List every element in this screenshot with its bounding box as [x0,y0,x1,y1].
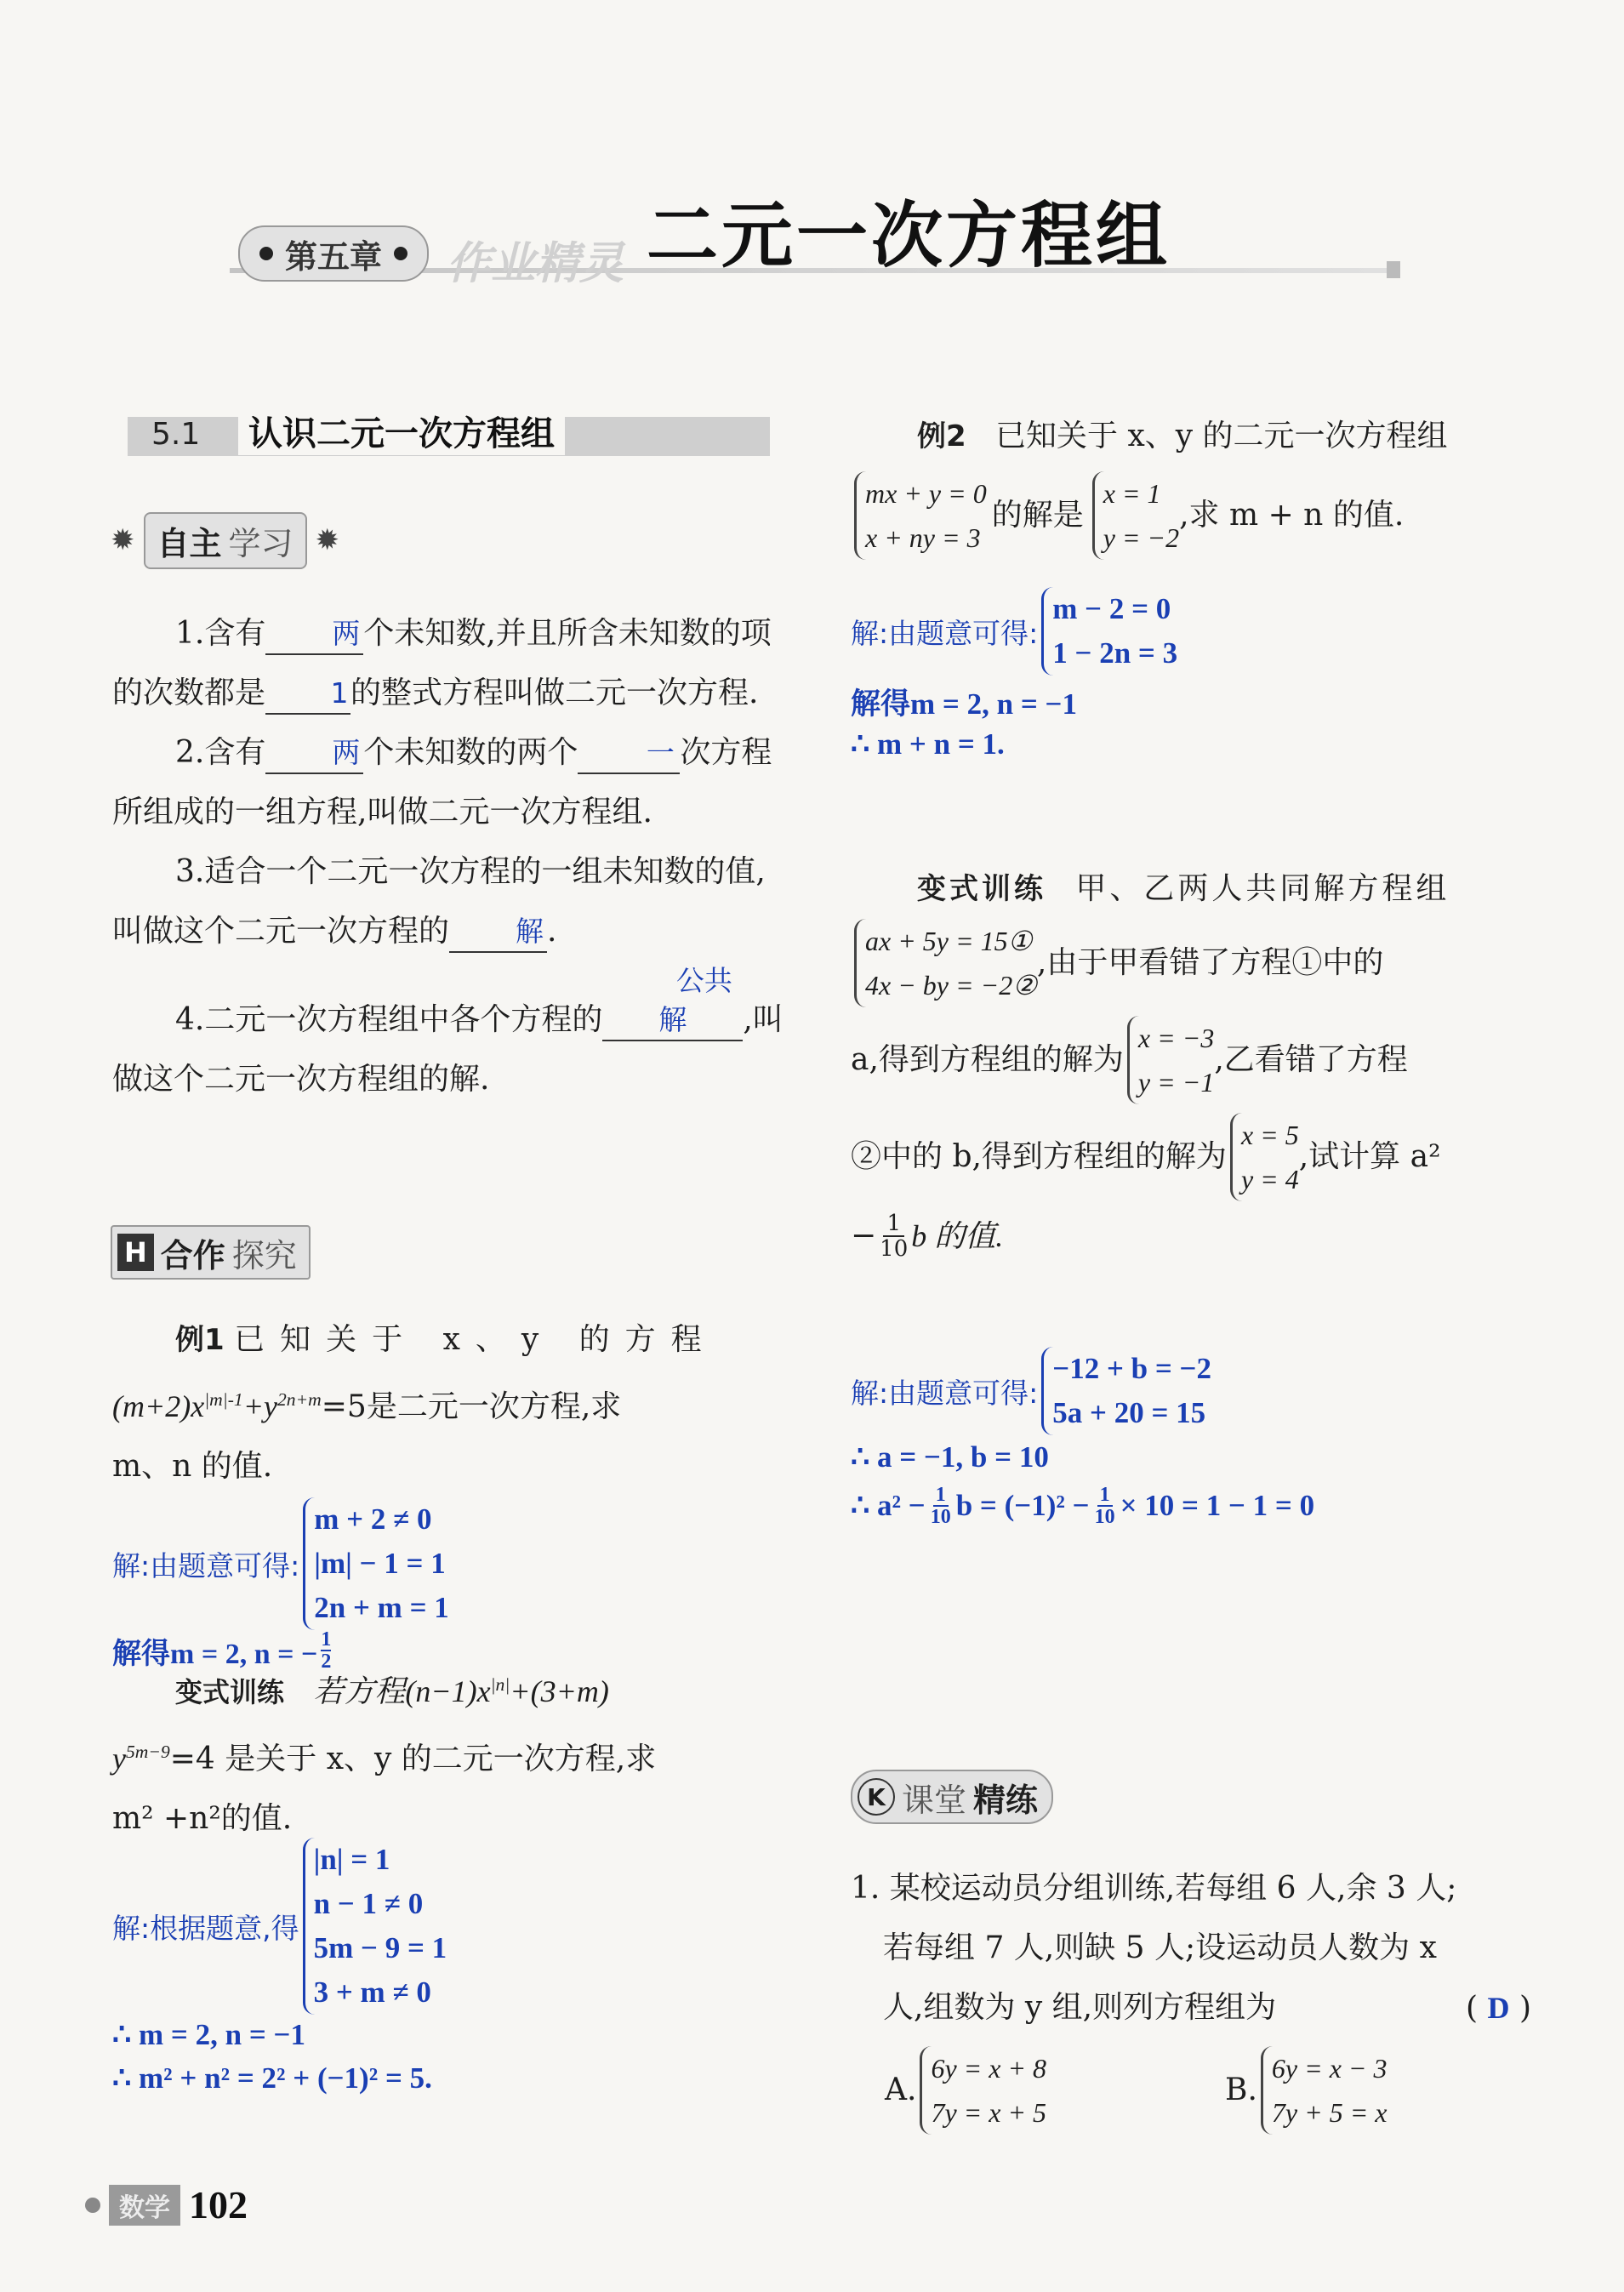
variant2-line [851,1206,1531,1266]
subject-label: 数学 [109,2185,180,2226]
fill-blank: 公共解 [602,961,743,1041]
frac-den: 10 [930,1506,951,1528]
variant1 [112,1655,784,1849]
item-text: 次方程所组成的一组方程,叫做二元一次方程组. [112,735,772,830]
variant1-line [112,1722,784,1789]
equation: y = 4 [1240,1164,1299,1194]
solution-label: 解:由题意可得: [112,1548,300,1582]
item-text: 4.二元一次方程组中各个方程的 [175,1002,603,1037]
variant2-line1: ∴ a = −1, b = 10 [851,1440,1049,1474]
variant1-line: m² +n²的值. [112,1801,293,1836]
variant1-line [112,1655,784,1722]
variant-text: − [851,1218,877,1253]
option-system [1261,2046,1388,2135]
equation: mx + y = 0 [865,478,987,509]
equation: 5m − 9 = 1 [313,1931,447,1964]
variant1-solution [112,1838,447,2015]
example2 [851,407,1531,560]
variant-text: b 的值. [911,1219,1004,1253]
math-text: ∴ a² − [851,1489,926,1522]
fill-blank: 两 [265,733,363,774]
equation: m − 2 = 0 [1052,592,1171,625]
equation: y = −2 [1103,522,1180,553]
question-line [851,1978,1531,2038]
example1-line [112,1310,784,1370]
equation: x + ny = 3 [865,522,981,553]
example-text: 已知关于 x、y 的方程 [234,1322,717,1357]
given-system [854,919,1037,1007]
item-text: 2.含有 [175,735,266,770]
variant2-solution [851,1347,1211,1435]
frac-den: 10 [1094,1506,1115,1528]
variant-text: ,试计算 a² [1298,1139,1441,1174]
header-end-block [1387,261,1400,278]
item-text: 3.适合一个二元一次方程的一组未知数的值,叫做这个二元一次方程的 [112,854,766,949]
example2-line1: 解得m = 2, n = −1 [851,687,1077,721]
variant-text: 甲、乙两人共同解方程组 [1075,871,1450,906]
equation: |m| − 1 = 1 [314,1547,446,1580]
equation: n − 1 ≠ 0 [313,1887,424,1920]
equation: y = −1 [1137,1067,1215,1098]
section-number: 5.1 [151,417,201,452]
variant2-line [851,1113,1531,1201]
solution-label: 解:由题意可得: [851,616,1039,650]
item-text: ,叫做这个二元一次方程组的解. [112,1002,784,1097]
footer-dot-icon [85,2198,100,2213]
variant-text: ,由于甲看错了方程①中的 [1036,945,1384,980]
heading-main: 课堂 [902,1781,967,1819]
variant-text: ,乙看错了方程 [1214,1042,1408,1077]
math-text: 若方程(n−1)x [313,1674,491,1708]
question-line: 若每组 7 人,则缺 5 人;设运动员人数为 x [883,1930,1437,1965]
given-solution [1230,1113,1299,1201]
answer-bracket: ( D ) [1466,1991,1531,2026]
equation: ax + 5y = 15① [865,926,1033,956]
item-text: 的整式方程叫做二元一次方程. [350,676,759,710]
given-system [854,471,987,560]
chapter-label-box [238,225,429,282]
list-item [112,604,784,723]
page-number: 102 [189,2183,248,2226]
math-text: (m+2)x [112,1389,205,1423]
variant1-line1: ∴ m = 2, n = −1 [112,2018,305,2051]
answer: D [1487,1991,1510,2025]
starburst-icon: ✹ [111,523,135,557]
list-item [112,961,784,1109]
equation: m + 2 ≠ 0 [314,1502,432,1536]
equation-system [303,1838,447,2015]
math-text: +(3+m) [510,1674,609,1708]
equation: 5a + 20 = 15 [1052,1396,1206,1429]
example-text: =5是二元一次方程,求 [321,1389,622,1424]
option-b [1225,2046,1388,2135]
equation: 6y = x − 3 [1271,2053,1388,2084]
exponent: |m|-1 [204,1389,243,1410]
example2-line [851,471,1531,560]
result-text: 解得m = 2, n = − [112,1638,318,1670]
example-label: 例1 [175,1323,225,1357]
watermark-logo: 作业精灵 [447,238,624,289]
example-text: ,求 m + n 的值. [1179,498,1405,533]
chapter-label: 第五章 [284,237,382,276]
fraction [880,1212,908,1261]
frac-num: 1 [933,1485,949,1507]
chapter-header [230,183,1404,289]
equation: −12 + b = −2 [1052,1352,1211,1385]
solution-label: 解:根据题意,得 [112,1911,299,1945]
variant2-line [851,919,1531,1007]
equation: 3 + m ≠ 0 [313,1976,431,2009]
fill-blank: 两 [265,614,363,655]
variant2-line [851,1016,1531,1104]
section-heading [128,407,770,458]
example1-solution [112,1497,449,1630]
frac-num: 1 [1097,1485,1113,1507]
item-text: 个未知数的两个 [363,735,578,770]
starburst-icon: ✹ [315,523,340,557]
heading-sub: 学习 [228,524,293,562]
example-text: 已知关于 x、y 的二元一次方程组 [995,419,1448,453]
bullet-dot [394,247,407,260]
math-text: +y [242,1389,277,1423]
variant-label: 变式训练 [917,872,1046,906]
bullet-dot [259,247,273,260]
equation-system [303,1497,449,1630]
question-line: 1. 某校运动员分组训练,若每组 6 人,余 3 人; [851,1871,1457,1906]
variant2-line [851,859,1531,919]
equation-system [1041,1347,1211,1435]
question-text: 人,组数为 y 组,则列方程组为 [883,1990,1277,2025]
option-label: A. [885,2072,917,2107]
item-text: 个未知数,并且所含未知数的项的次数都是 [112,616,772,710]
fill-blank: 一 [578,733,680,774]
page-footer [85,2182,248,2227]
variant1-line2: ∴ m² + n² = 2² + (−1)² = 5. [112,2061,432,2095]
section-title: 认识二元一次方程组 [238,407,565,455]
equation: x = 1 [1103,478,1161,509]
fraction [1095,1485,1115,1527]
equation: 4x − by = −2② [865,970,1037,1001]
given-solution [1127,1016,1214,1104]
exponent: |n| [490,1674,510,1695]
self-study-list [112,604,784,1109]
equation: |n| = 1 [313,1843,390,1876]
variant-label: 变式训练 [175,1676,285,1708]
k-badge-icon: K [858,1778,895,1816]
equation: 7y + 5 = x [1271,2097,1388,2128]
given-solution [1092,471,1179,560]
h-badge-icon: H [117,1234,154,1271]
math-text: b = (−1)² − [955,1489,1090,1522]
frac-num: 1 [883,1212,904,1237]
option-label: B. [1225,2072,1257,2107]
fill-blank: 解 [449,912,547,953]
list-item [112,723,784,842]
frac-num: 1 [321,1628,332,1651]
heading-main: 合作 [160,1236,225,1274]
equation: 2n + m = 1 [314,1591,449,1624]
math-text: × 10 = 1 − 1 = 0 [1120,1489,1315,1522]
exponent: 5m−9 [125,1742,170,1762]
frac-den: 10 [880,1236,909,1262]
variant-text: =4 是关于 x、y 的二元一次方程,求 [169,1742,657,1776]
practice-heading [851,1770,1053,1824]
math-text: y [112,1742,126,1776]
item-text: 1.含有 [175,616,266,651]
equation: x = −3 [1137,1023,1215,1053]
example2-line [851,407,1531,466]
self-study-heading [111,510,339,570]
option-system [920,2046,1046,2135]
variant2 [851,859,1531,1266]
equation: x = 5 [1240,1120,1299,1150]
chapter-title: 二元一次方程组 [647,194,1171,277]
variant2-line2 [851,1485,1314,1527]
frac-den: 2 [321,1651,332,1673]
variant-text: ②中的 b,得到方程组的解为 [851,1139,1227,1174]
option-a [885,2046,1046,2135]
example2-solution [851,587,1177,676]
fill-blank: 1 [265,674,350,715]
solution-label: 解:由题意可得: [851,1376,1039,1410]
heading-sub: 探究 [231,1236,297,1274]
fraction [931,1485,951,1527]
practice-question [851,1859,1531,2038]
heading-sub: 精练 [973,1781,1039,1819]
example1-line: m、n 的值. [112,1449,273,1484]
list-item [112,842,784,961]
example-text: 的解是 [991,498,1084,533]
heading-main: 自主 [157,524,222,562]
variant-text: a,得到方程组的解为 [851,1042,1124,1077]
example1 [112,1310,784,1497]
example1-line [112,1370,784,1437]
equation-system [1041,587,1177,676]
equation: 6y = x + 8 [931,2053,1047,2084]
cooperation-heading [111,1225,311,1280]
example2-line2: ∴ m + n = 1. [851,727,1005,761]
equation: 7y = x + 5 [931,2097,1047,2128]
equation: 1 − 2n = 3 [1052,636,1178,670]
item-text: . [547,914,557,949]
heading-box [144,512,307,569]
example-label: 例2 [917,419,966,453]
exponent: 2n+m [277,1389,322,1410]
